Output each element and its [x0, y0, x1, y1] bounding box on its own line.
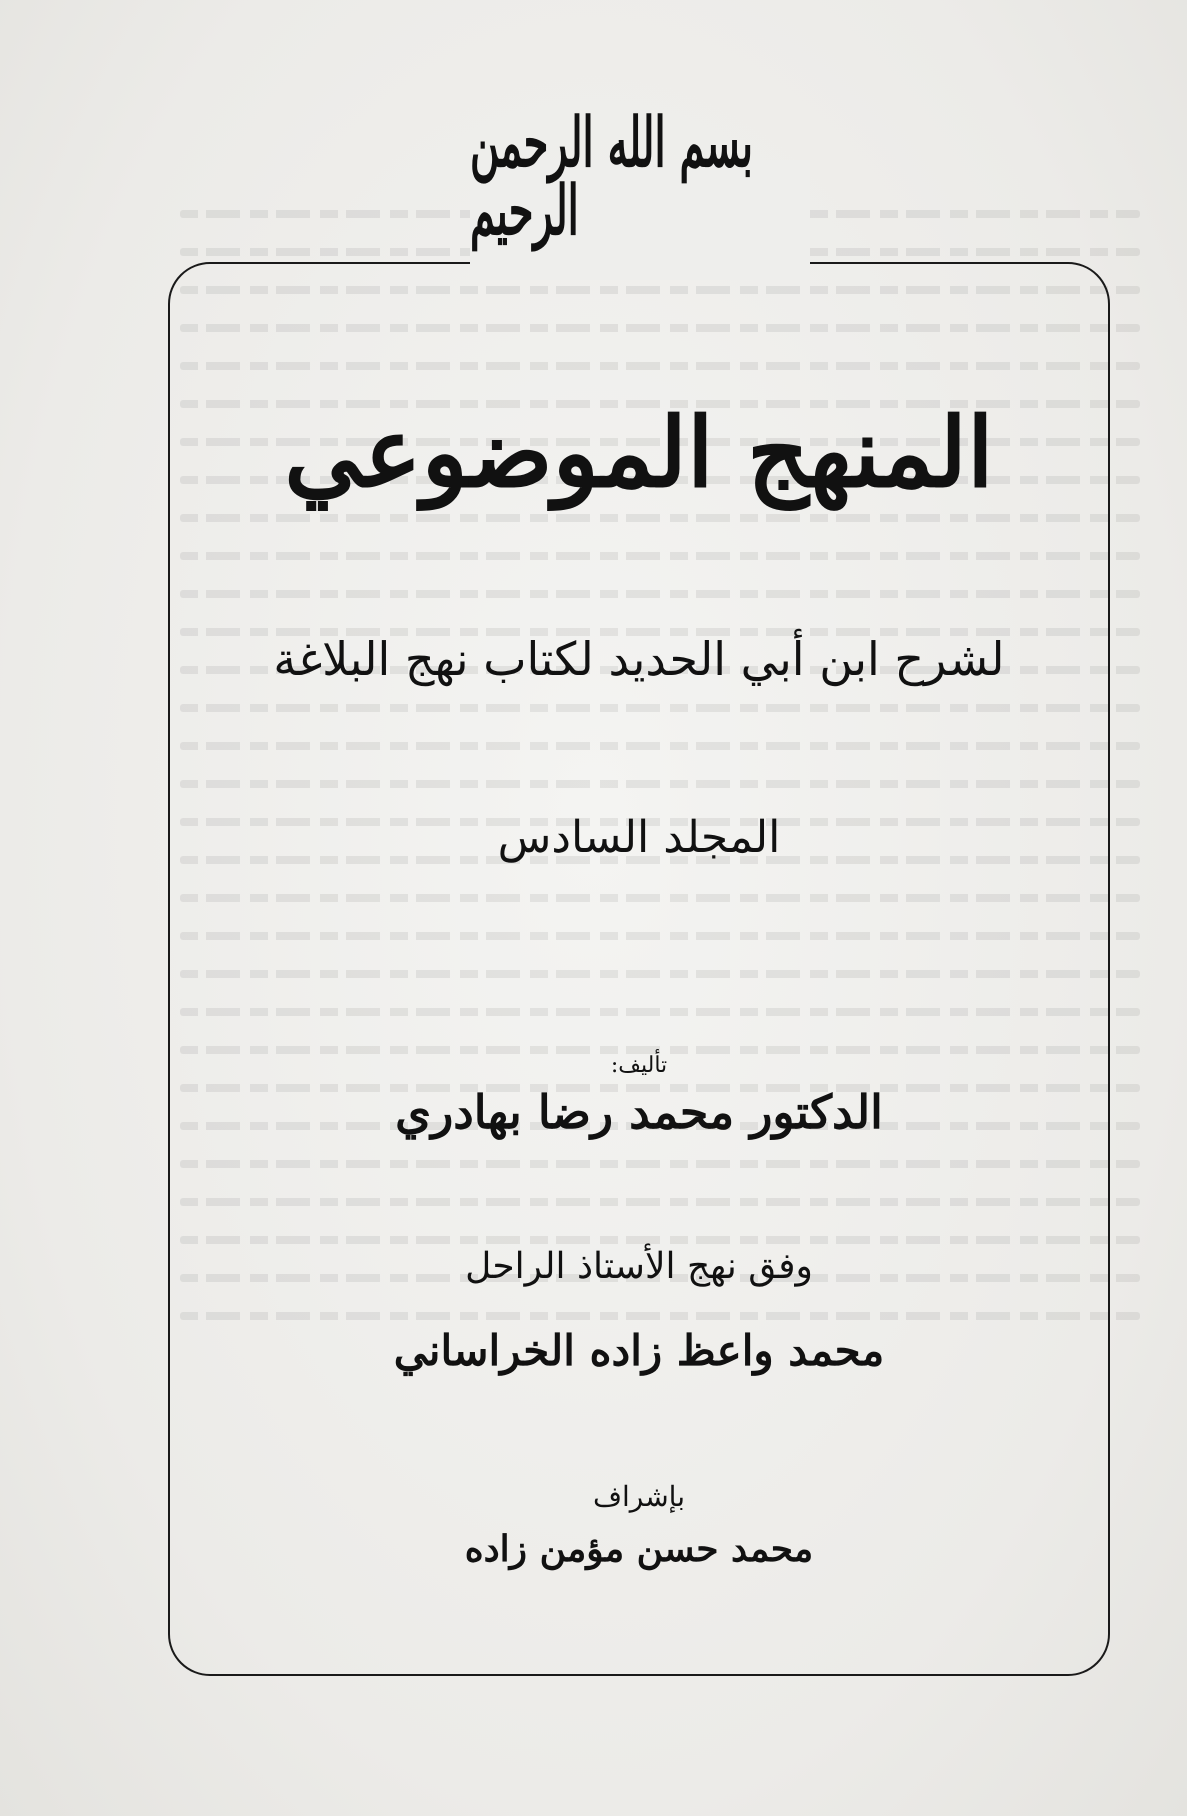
teacher-name: محمد واعظ زاده الخراساني: [393, 1326, 885, 1375]
author-label: تأليف:: [610, 1053, 668, 1078]
basmala-calligraphy: [470, 103, 810, 280]
supervisor-name: محمد حسن مؤمن زاده: [464, 1528, 814, 1570]
book-subtitle: لشرح ابن أبي الحديد لكتاب نهج البلاغة: [273, 632, 1005, 686]
method-credit: وفق نهج الأستاذ الراحل: [465, 1246, 813, 1287]
supervision-label: بإشراف: [592, 1480, 686, 1513]
book-title: المنهج الموضوعي: [284, 396, 994, 509]
author-name: الدكتور محمد رضا بهادري: [395, 1085, 883, 1139]
volume-label: المجلد السادس: [497, 812, 781, 863]
basmala-text: بسم الله الرحمن الرحيم: [470, 103, 753, 252]
